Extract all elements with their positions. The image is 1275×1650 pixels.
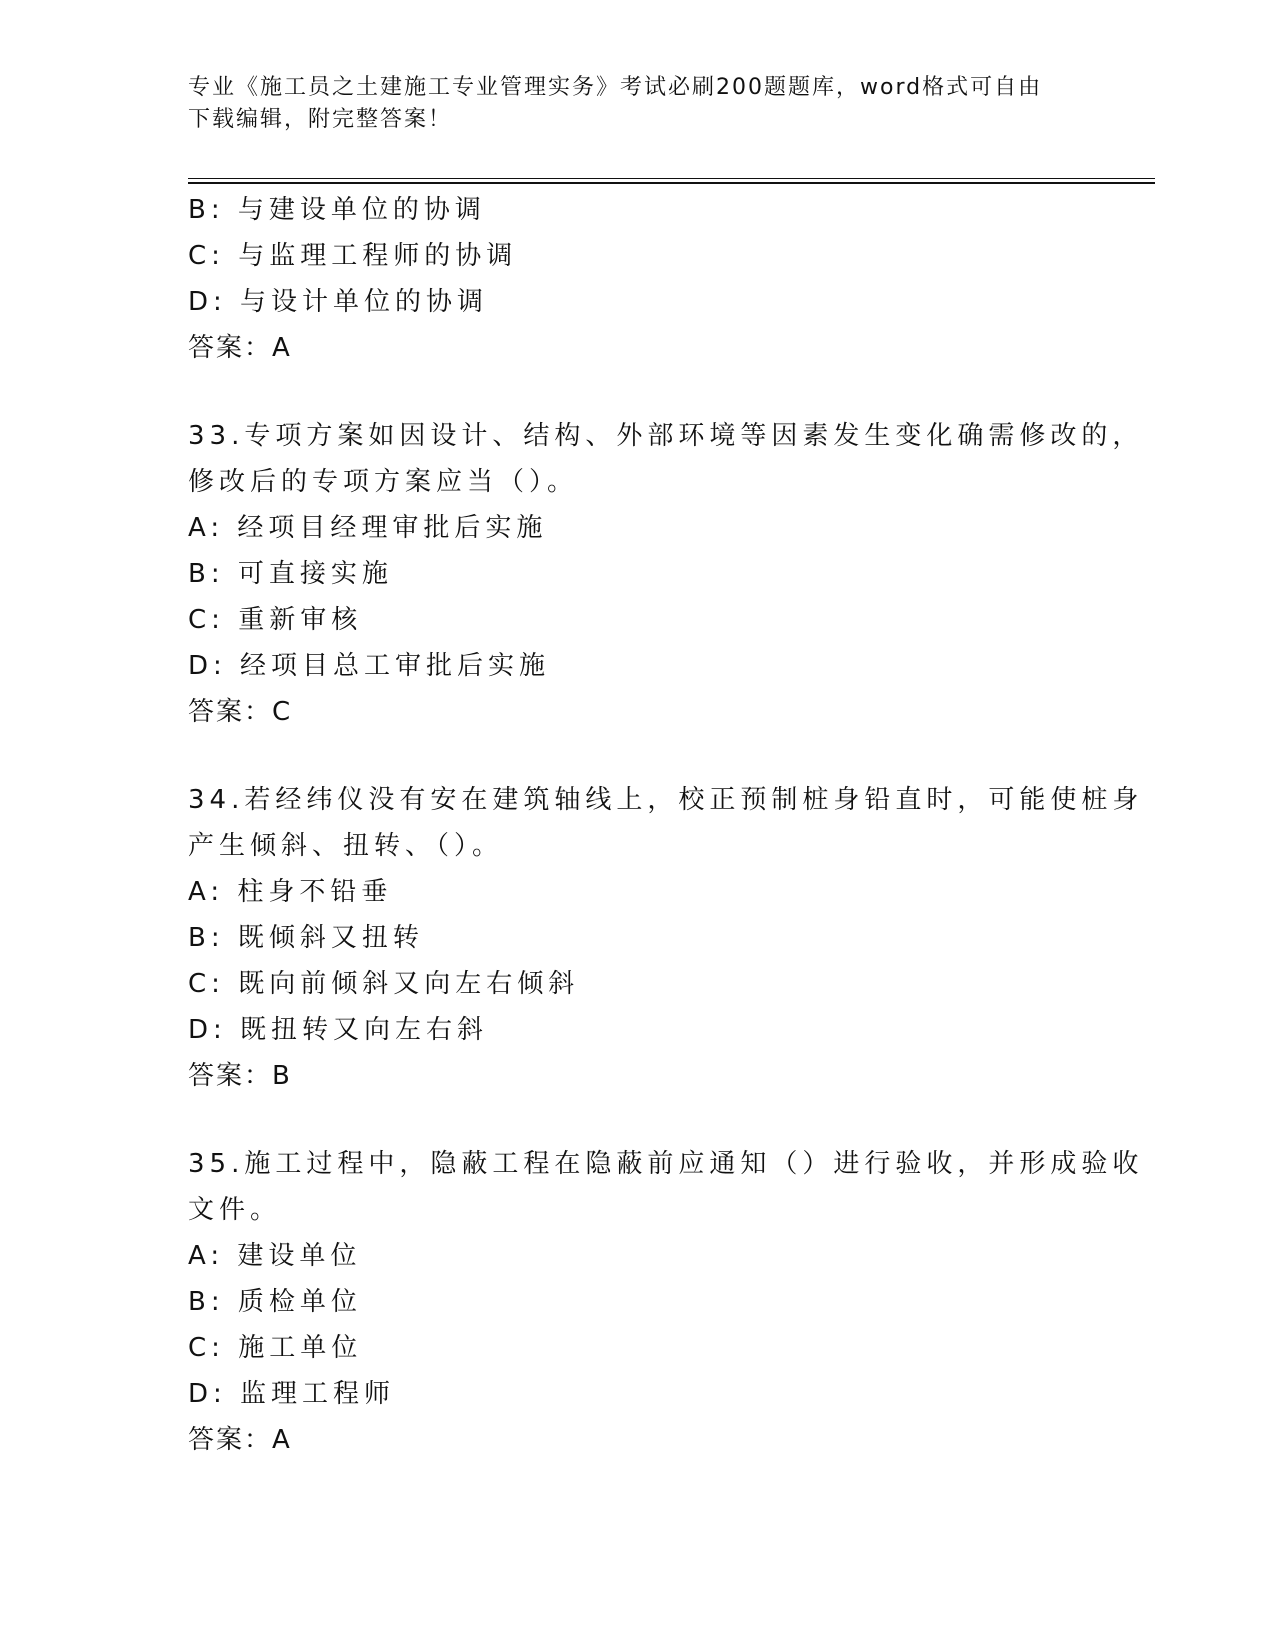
option-text: 可直接实施: [237, 559, 393, 589]
option-c: [188, 597, 1088, 643]
option-letter: C:: [188, 969, 225, 999]
option-text: 建设单位: [237, 1241, 362, 1271]
question-stem-line-1: [188, 413, 1144, 459]
answer-value: C: [272, 697, 293, 727]
answer-value: B: [272, 1061, 292, 1091]
question-stem-line-1: [188, 1141, 1144, 1187]
answer-label: 答案：: [188, 333, 273, 363]
option-letter: B:: [188, 559, 225, 589]
previous-question-block: [188, 187, 1088, 371]
option-text: 经项目经理审批后实施: [237, 513, 548, 543]
option-text: 既向前倾斜又向左右倾斜: [238, 969, 580, 999]
question-block: [188, 1141, 1144, 1463]
option-text: 施工单位: [238, 1333, 363, 1363]
header-line-1: 专业《施工员之土建施工专业管理实务》考试必刷200题题库，word格式可自由: [188, 75, 1043, 100]
option-text: 既扭转又向左右斜: [240, 1015, 489, 1045]
option-d: [188, 279, 1088, 325]
question-content: [188, 187, 1144, 1463]
option-d: [188, 1371, 1088, 1417]
question-stem-line-2: 产生倾斜、扭转、（）。: [188, 831, 504, 861]
option-text: 质检单位: [237, 1287, 362, 1317]
option-c: [188, 1325, 1088, 1371]
option-b: [188, 187, 1088, 233]
answer-line: [188, 1417, 1088, 1463]
question-stem-line-2: 修改后的专项方案应当（）。: [188, 467, 579, 497]
option-text: 重新审核: [238, 605, 363, 635]
document-header: [188, 72, 1088, 136]
option-text: 与监理工程师的协调: [238, 241, 518, 271]
question-stem-line-2: 文件。: [188, 1195, 282, 1225]
option-text: 与设计单位的协调: [240, 287, 489, 317]
option-letter: A:: [188, 877, 225, 907]
answer-value: A: [272, 1425, 292, 1455]
option-d: [188, 643, 1088, 689]
option-letter: D:: [188, 1015, 227, 1045]
spacer: [188, 371, 1088, 413]
option-letter: C:: [188, 1333, 225, 1363]
answer-line: [188, 325, 1088, 371]
option-letter: A:: [188, 1241, 225, 1271]
answer-line: [188, 689, 1088, 735]
option-letter: B:: [188, 195, 225, 225]
option-letter: D:: [188, 651, 227, 681]
header-divider-thick: [188, 182, 1155, 184]
question-number: 34.: [188, 785, 245, 815]
question-stem-text: 若经纬仪没有安在建筑轴线上，校正预制桩身铅直时，可能使桩身: [244, 785, 1144, 815]
question-block: [188, 777, 1144, 1099]
option-letter: D:: [188, 287, 227, 317]
option-text: 经项目总工审批后实施: [240, 651, 551, 681]
spacer: [188, 735, 1088, 777]
answer-label: 答案：: [188, 1061, 273, 1091]
option-letter: A:: [188, 513, 225, 543]
header-line-2: 下载编辑，附完整答案！: [188, 107, 453, 132]
spacer: [188, 1099, 1088, 1141]
option-b: [188, 1279, 1088, 1325]
question-stem-text: 专项方案如因设计、结构、外部环境等因素发生变化确需修改的，: [244, 421, 1144, 451]
option-d: [188, 1007, 1088, 1053]
header-divider-thin: [188, 178, 1155, 179]
option-text: 既倾斜又扭转: [237, 923, 424, 953]
question-stem-line-1: [188, 777, 1144, 823]
question-stem-text: 施工过程中，隐蔽工程在隐蔽前应通知（）进行验收，并形成验收: [244, 1149, 1144, 1179]
question-number: 33.: [188, 421, 245, 451]
option-text: 监理工程师: [240, 1379, 396, 1409]
option-letter: C:: [188, 241, 225, 271]
option-a: [188, 869, 1088, 915]
option-b: [188, 915, 1088, 961]
option-letter: D:: [188, 1379, 227, 1409]
answer-value: A: [272, 333, 292, 363]
option-b: [188, 551, 1088, 597]
answer-label: 答案：: [188, 697, 273, 727]
option-text: 与建设单位的协调: [237, 195, 486, 225]
option-letter: B:: [188, 923, 225, 953]
option-a: [188, 505, 1088, 551]
option-c: [188, 233, 1088, 279]
option-a: [188, 1233, 1088, 1279]
answer-label: 答案：: [188, 1425, 273, 1455]
option-letter: C:: [188, 605, 225, 635]
question-block: [188, 413, 1144, 735]
answer-line: [188, 1053, 1088, 1099]
question-number: 35.: [188, 1149, 245, 1179]
option-text: 柱身不铅垂: [237, 877, 393, 907]
option-letter: B:: [188, 1287, 225, 1317]
option-c: [188, 961, 1088, 1007]
